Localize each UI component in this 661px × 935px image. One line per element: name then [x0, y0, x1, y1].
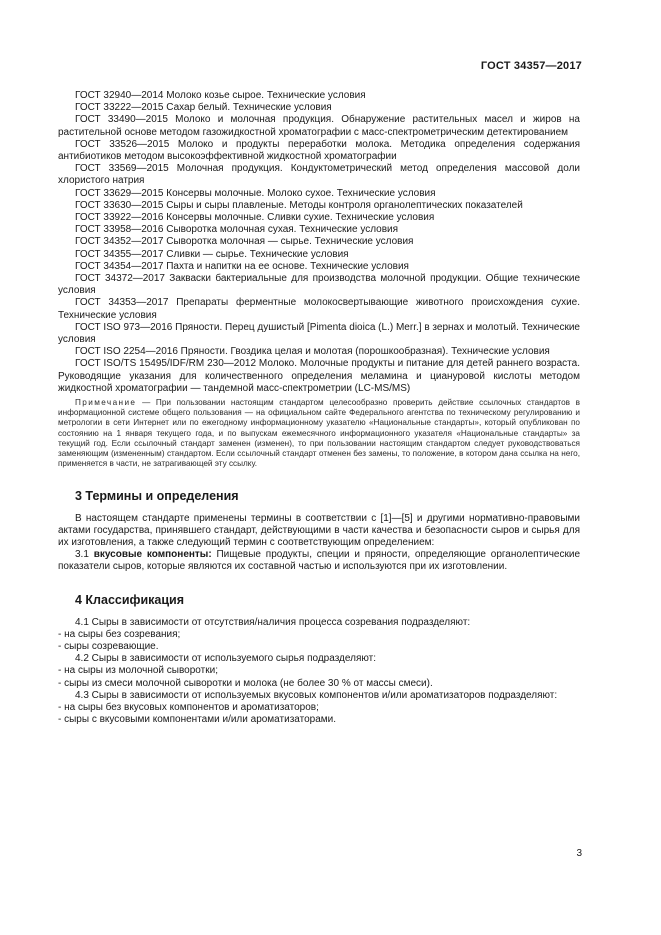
classification-line: - сыры созревающие. [58, 640, 159, 652]
reference-item: ГОСТ ISO/TS 15495/IDF/RM 230—2012 Молоко. Молочные продукты и питание для детей раннего возраста. Руководящие указания для количественного определения меламина и циануровой кислоты методом жидкостной хроматографии — тандемной масс-спектрометрии (LC-MS/MS) [58, 358, 580, 394]
reference-item: ГОСТ 32940—2014 Молоко козье сырое. Технические условия [75, 90, 366, 101]
classification-line: - сыры из смеси молочной сыворотки и молока (не более 30 % от массы смеси). [58, 677, 433, 689]
classification-line: 4.1 Сыры в зависимости от отсутствия/наличия процесса созревания подразделяют: [75, 616, 471, 628]
classification-line: 4.2 Сыры в зависимости от используемого сырья подразделяют: [75, 653, 377, 665]
reference-item: ГОСТ 33569—2015 Молочная продукция. Кондуктометрический метод определения массовой доли хлористого натрия [58, 163, 580, 187]
reference-item: ГОСТ 34352—2017 Сыворотка молочная — сырье. Технические условия [75, 236, 414, 248]
document-header: ГОСТ 34357—2017 [480, 60, 582, 72]
classification-line: - на сыры из молочной сыворотки; [58, 665, 218, 677]
section-4-heading: 4 Классификация [75, 592, 185, 607]
classification-line: - на сыры без созревания; [58, 628, 181, 640]
reference-item: ГОСТ 34372—2017 Закваски бактериальные для производства молочной продукции. Общие технические условия [58, 273, 580, 297]
reference-item: ГОСТ 34354—2017 Пахта и напитки на ее основе. Технические условия [75, 260, 409, 272]
classification-line: 4.3 Сыры в зависимости от используемых вкусовых компонентов и/или ароматизаторов подразделяют: [75, 689, 558, 701]
section-3-heading: 3 Термины и определения [75, 488, 239, 503]
term-text: Пищевые продукты, специи и пряности, определяющие органолептические показатели сыров, которые являются их составной частью и используются при их изготовлении. [58, 549, 581, 573]
reference-item: ГОСТ 33922—2016 Консервы молочные. Сливки сухие. Технические условия [75, 212, 435, 224]
term-definition [58, 549, 580, 573]
term-name: вкусовые компоненты: [93, 549, 212, 561]
reference-item: ГОСТ 33629—2015 Консервы молочные. Молоко сухое. Технические условия [75, 187, 436, 199]
reference-item: ГОСТ 33526—2015 Молоко и продукты переработки молока. Методика определения содержания антибиотиков методом высокоэффективной жидкостной хроматографии [58, 138, 580, 163]
term-number: 3.1 [75, 549, 94, 561]
classification-list [58, 617, 580, 727]
reference-item: ГОСТ 34355—2017 Сливки — сырье. Технические условия [75, 248, 349, 260]
classification-line: - сыры с вкусовыми компонентами и/или ароматизаторами. [58, 714, 337, 726]
reference-item: ГОСТ 33222—2015 Сахар белый. Технические условия [75, 102, 332, 114]
reference-item: ГОСТ 33490—2015 Молоко и молочная продукция. Обнаружение растительных масел и жиров на растительной основе методом газожидкостной хроматографии с масс-спектрометрическим детектированием [58, 114, 580, 138]
reference-item: ГОСТ 33630—2015 Сыры и сыры плавленые. Методы контроля органолептических показателей [75, 199, 523, 211]
section-3-intro: В настоящем стандарте применены термины в соответствии с [1]—[5] и другими нормативно-правовыми актами государства, принявшего стандарт, действующими в части качества и безопасности сыров и сырья для их изготовления, а также следующий термин с соответствующим определением: [58, 512, 580, 548]
note-label: Примечание [75, 398, 137, 408]
reference-item: ГОСТ ISO 973—2016 Пряности. Перец душистый [Pimenta dioica (L.) Merr.] в зернах и молотый. Технические условия [58, 321, 580, 346]
note-text: — При пользовании настоящим стандартом целесообразно проверить действие ссылочных стандартов в информационной системе общего пользования — на официальном сайте Федерального агентства по техническому регулированию и метрологии в сети Интернет или по ежегодному информационному указателю «Национальные стандарты», который опубликован по состоянию на 1 января текущего года, и по выпускам ежемесячного информационного указателя «Национальные стандарты» за текущий год. Если ссылочный стандарт заменен (изменен), то при пользовании настоящим стандартом следует руководствоваться заменяющим (измененным) стандартом. Если ссылочный стандарт отменен без замены, то положение, в котором дана ссылка на него, применяется в части, не затрагивающей эту ссылку. [58, 398, 580, 469]
page-content [58, 90, 580, 726]
reference-item: ГОСТ ISO 2254—2016 Пряности. Гвоздика целая и молотая (порошкообразная). Технические условия [75, 346, 550, 358]
reference-item: ГОСТ 33958—2016 Сыворотка молочная сухая. Технические условия [75, 224, 399, 236]
note-paragraph [58, 398, 580, 469]
reference-item: ГОСТ 34353—2017 Препараты ферментные молокосвертывающие животного происхождения сухие. Технические условия [58, 297, 580, 321]
references-list [58, 90, 580, 395]
classification-line: - на сыры без вкусовых компонентов и ароматизаторов; [58, 701, 319, 713]
page-number: 3 [576, 848, 582, 859]
